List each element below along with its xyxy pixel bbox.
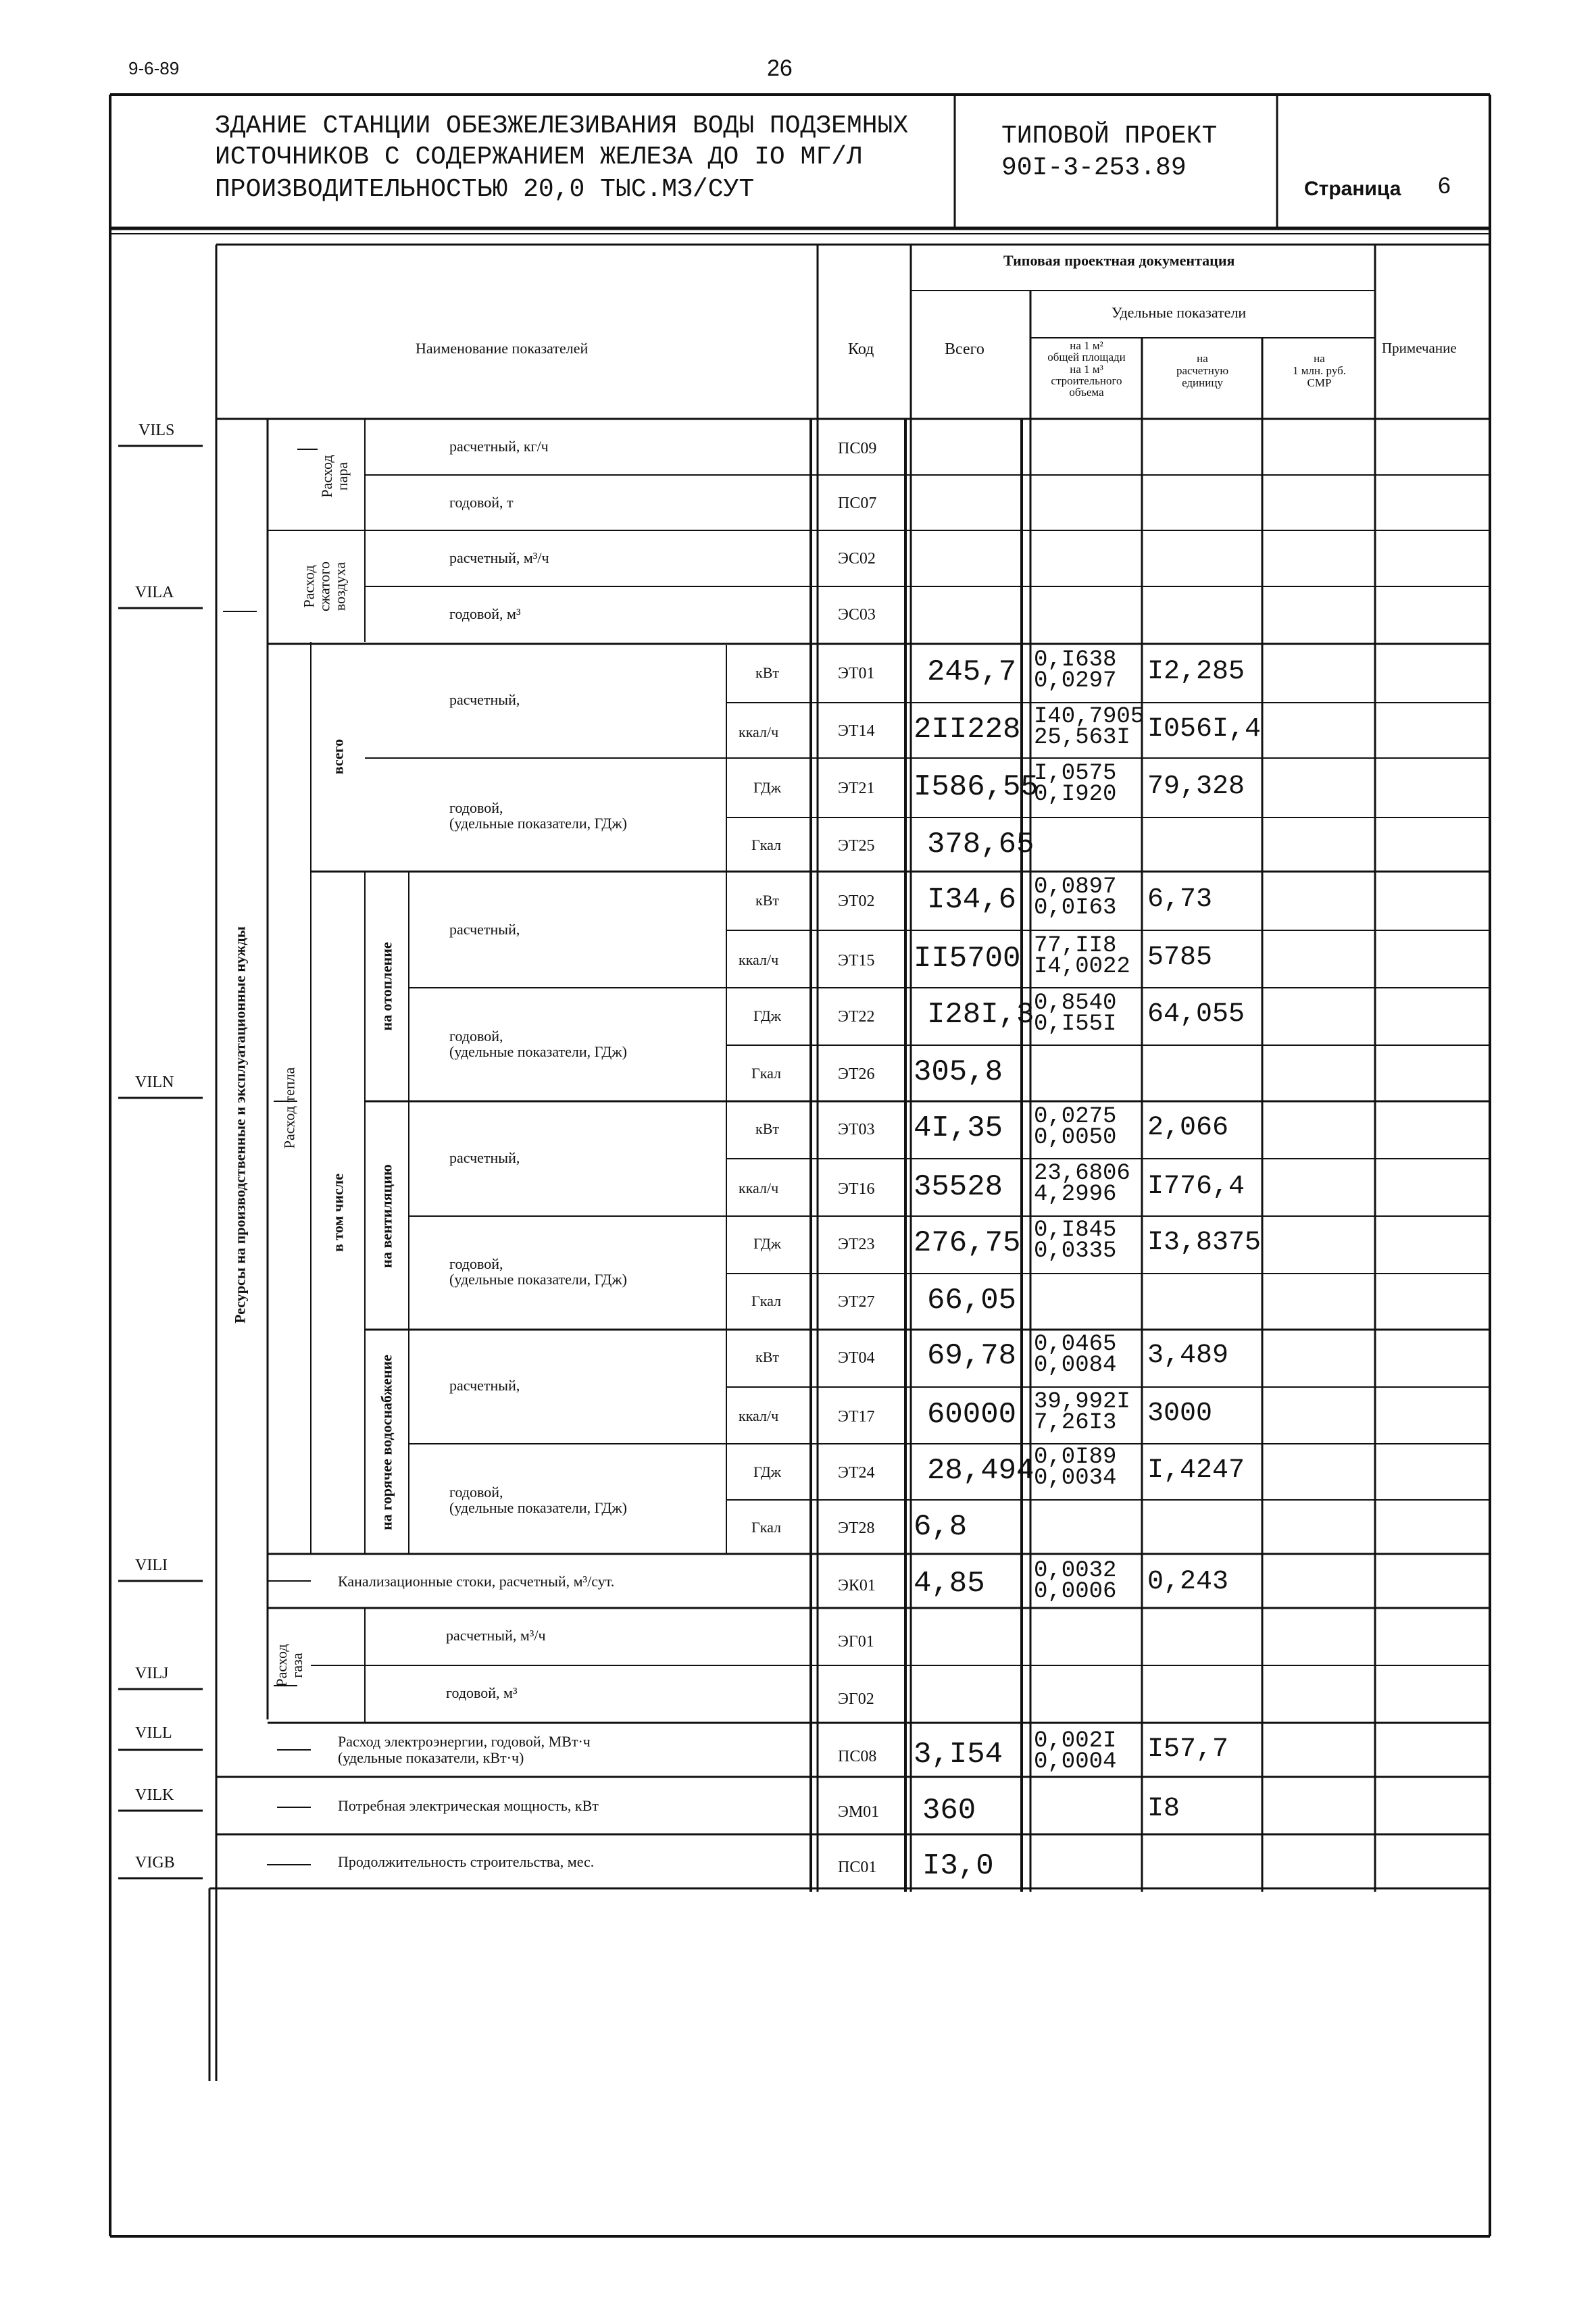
total-et01: 245,7 [927,655,1017,689]
margin-code-1: VILS [139,422,175,439]
per-unit-et16: I776,4 [1147,1172,1245,1202]
row-name-et21-sub: (удельные показатели, ГДж) [449,815,627,832]
header-per-mln: на 1 млн. руб. СМР [1292,352,1347,389]
per-area-et02: 0,0897 0,0I63 [1034,874,1117,922]
header-note: Примечание [1382,340,1457,356]
code-et28: ЭТ28 [838,1519,875,1537]
code-et24: ЭТ24 [838,1464,875,1482]
code-ps09: ПС09 [838,440,877,457]
row-name-et23-sub: (удельные показатели, ГДж) [449,1271,627,1288]
per-unit-em01: I8 [1147,1794,1180,1824]
total-et26: 305,8 [914,1055,1003,1089]
unit-et21: ГДж [753,779,781,796]
title-line-3: ПРОИЗВОДИТЕЛЬНОСТЬЮ 20,0 ТЫС.МЗ/СУТ [215,175,755,204]
header-code: Код [848,341,874,358]
row-name-ps01: Продолжительность строительства, мес. [338,1853,595,1870]
row-name-et24: годовой, [449,1484,503,1501]
per-unit-et14: I056I,4 [1147,714,1262,745]
total-ps08: 3,I54 [914,1738,1003,1771]
per-area-et16: 23,6806 4,2996 [1034,1161,1130,1208]
per-area-et22: 0,8540 0,I55I [1034,990,1117,1038]
group-total: всего [329,738,347,775]
per-unit-et02: 6,73 [1147,884,1213,915]
code-et02: ЭТ02 [838,892,875,910]
per-unit-et22: 64,055 [1147,999,1245,1030]
total-et28: 6,8 [914,1510,968,1544]
row-name-et21: годовой, [449,799,503,816]
total-et14: 2II228 [914,713,1021,747]
row-name-et22: годовой, [449,1028,503,1045]
margin-code-4: VILI [135,1557,168,1574]
code-et17: ЭТ17 [838,1408,875,1426]
total-et21: I586,55 [914,770,1039,804]
code-eg01: ЭГ01 [838,1633,874,1651]
row-name-et03: расчетный, [449,1149,520,1166]
row-name-ps08-sub: (удельные показатели, кВт·ч) [338,1749,524,1766]
total-et17: 60000 [927,1398,1017,1432]
row-name-eg01: расчетный, м³/ч [446,1627,546,1644]
row-name-et02: расчетный, [449,921,520,938]
header-specific: Удельные показатели [1112,304,1247,321]
total-et27: 66,05 [927,1284,1017,1317]
group-resources: Ресурсы на производственные и эксплуатационные нужды [231,926,249,1324]
margin-code-8: VIGB [135,1854,175,1871]
total-et22: I28I,3 [927,998,1034,1032]
per-area-et24: 0,0I89 0,0034 [1034,1444,1117,1492]
group-heating: на отопление [378,942,395,1031]
page-value: 6 [1438,173,1451,199]
row-name-es03: годовой, м³ [449,605,521,622]
total-et02: I34,6 [927,883,1017,917]
per-area-ps08: 0,002I 0,0004 [1034,1728,1117,1776]
per-area-et23: 0,I845 0,0335 [1034,1217,1117,1265]
header-doc-group: Типовая проектная документация [1003,252,1235,269]
row-name-et01: расчетный, [449,691,520,708]
header-name: Наименование показателей [416,340,589,357]
per-area-et21: I,0575 0,I920 [1034,761,1117,808]
code-em01: ЭМ01 [838,1803,880,1821]
group-air: Расход сжатого воздуха [300,561,349,611]
unit-et03: кВт [755,1120,779,1137]
code-ps08: ПС08 [838,1748,877,1765]
total-em01: 360 [922,1794,976,1828]
code-et14: ЭТ14 [838,722,875,740]
code-et25: ЭТ25 [838,837,875,855]
per-area-et04: 0,0465 0,0084 [1034,1332,1117,1379]
row-name-ps08: Расход электроэнергии, годовой, МВт·ч [338,1733,591,1750]
group-steam: Расход пара [318,455,351,498]
margin-code-3: VILN [135,1074,174,1091]
per-unit-et21: 79,328 [1147,772,1245,802]
total-ek01: 4,85 [914,1567,985,1601]
title-line-2: ИСТОЧНИКОВ С СОДЕРЖАНИЕМ ЖЕЛЕЗА ДО IO МГ/Л [215,143,862,172]
code-ps07: ПС07 [838,495,877,512]
per-area-ek01: 0,0032 0,0006 [1034,1558,1117,1605]
unit-et14: ккал/ч [739,724,779,740]
code-et22: ЭТ22 [838,1008,875,1026]
group-ventilation: на вентиляцию [378,1164,395,1268]
per-area-et15: 77,II8 I4,0022 [1034,933,1130,980]
code-et27: ЭТ27 [838,1293,875,1311]
sheet-number: 26 [767,55,793,81]
per-unit-et17: 3000 [1147,1399,1213,1429]
code-et21: ЭТ21 [838,780,875,797]
row-name-et04: расчетный, [449,1377,520,1394]
unit-et01: кВт [755,664,779,681]
group-gas: Расход газа [272,1644,305,1687]
unit-et25: Гкал [751,836,782,853]
code-ps01: ПС01 [838,1859,877,1876]
unit-et26: Гкал [751,1065,782,1082]
code-et16: ЭТ16 [838,1180,875,1198]
unit-et15: ккал/ч [739,951,779,968]
margin-code-5: VILJ [135,1665,169,1682]
row-name-et24-sub: (удельные показатели, ГДж) [449,1499,627,1516]
per-area-et17: 39,992I 7,26I3 [1034,1389,1130,1436]
unit-et27: Гкал [751,1292,782,1309]
code-et15: ЭТ15 [838,952,875,970]
header-total: Всего [945,341,984,358]
row-name-ps09: расчетный, кг/ч [449,438,549,455]
row-name-et23: годовой, [449,1255,503,1272]
total-et04: 69,78 [927,1339,1017,1373]
margin-code-7: VILK [135,1786,174,1804]
code-eg02: ЭГ02 [838,1690,874,1708]
project-label: ТИПОВОЙ ПРОЕКТ [1001,122,1218,151]
title-line-1: ЗДАНИЕ СТАНЦИИ ОБЕЗЖЕЛЕЗИВАНИЯ ВОДЫ ПОДЗЕМНЫХ [215,111,909,141]
code-et26: ЭТ26 [838,1065,875,1083]
per-unit-et23: I3,8375 [1147,1228,1262,1258]
total-et23: 276,75 [914,1226,1021,1260]
total-et03: 4I,35 [914,1111,1003,1145]
row-name-eg02: годовой, м³ [446,1684,518,1701]
code-es02: ЭС02 [838,550,876,568]
total-et25: 378,65 [927,828,1034,861]
per-area-et03: 0,0275 0,0050 [1034,1104,1117,1151]
unit-et28: Гкал [751,1519,782,1536]
project-number: 90I-3-253.89 [1001,153,1187,182]
total-ps01: I3,0 [922,1849,994,1883]
unit-et04: кВт [755,1349,779,1365]
code-et03: ЭТ03 [838,1121,875,1138]
unit-et23: ГДж [753,1235,781,1252]
per-area-et01: 0,I638 0,0297 [1034,647,1117,695]
code-et23: ЭТ23 [838,1236,875,1253]
row-name-et22-sub: (удельные показатели, ГДж) [449,1043,627,1060]
per-unit-et01: I2,285 [1147,657,1245,687]
per-unit-ek01: 0,243 [1147,1567,1229,1597]
page-label: Страница [1304,178,1401,200]
code-et04: ЭТ04 [838,1349,875,1367]
total-et16: 35528 [914,1170,1003,1204]
unit-et17: ккал/ч [739,1407,779,1424]
unit-et22: ГДж [753,1007,781,1024]
total-et24: 28,494 [927,1454,1034,1488]
code-ek01: ЭК01 [838,1577,876,1594]
per-unit-et03: 2,066 [1147,1113,1229,1143]
group-heat: Расход тепла [280,1067,298,1149]
group-hot-water: на горячее водоснабжение [378,1355,395,1530]
header-per-unit: на расчетную единицу [1176,352,1229,389]
unit-et16: ккал/ч [739,1180,779,1197]
unit-et24: ГДж [753,1463,781,1480]
margin-code-6: VILL [135,1724,172,1742]
total-et15: II5700 [914,942,1021,976]
row-name-ps07: годовой, т [449,494,514,511]
row-name-es02: расчетный, м³/ч [449,549,549,566]
unit-et02: кВт [755,892,779,909]
code-es03: ЭС03 [838,606,876,624]
page-date: 9-6-89 [128,58,180,78]
per-area-et14: I40,7905 25,563I [1034,704,1145,751]
per-unit-et04: 3,489 [1147,1340,1229,1371]
per-unit-ps08: I57,7 [1147,1734,1229,1765]
row-name-em01: Потребная электрическая мощность, кВт [338,1797,599,1814]
header-per-area: на 1 м² общей площади на 1 м³ строительного объема [1047,339,1126,399]
margin-code-2: VILA [135,584,174,601]
code-et01: ЭТ01 [838,665,875,682]
per-unit-et15: 5785 [1147,942,1213,973]
row-name-ek01: Канализационные стоки, расчетный, м³/сут. [338,1573,615,1590]
group-incl: в том числе [329,1174,347,1252]
per-unit-et24: I,4247 [1147,1455,1245,1486]
